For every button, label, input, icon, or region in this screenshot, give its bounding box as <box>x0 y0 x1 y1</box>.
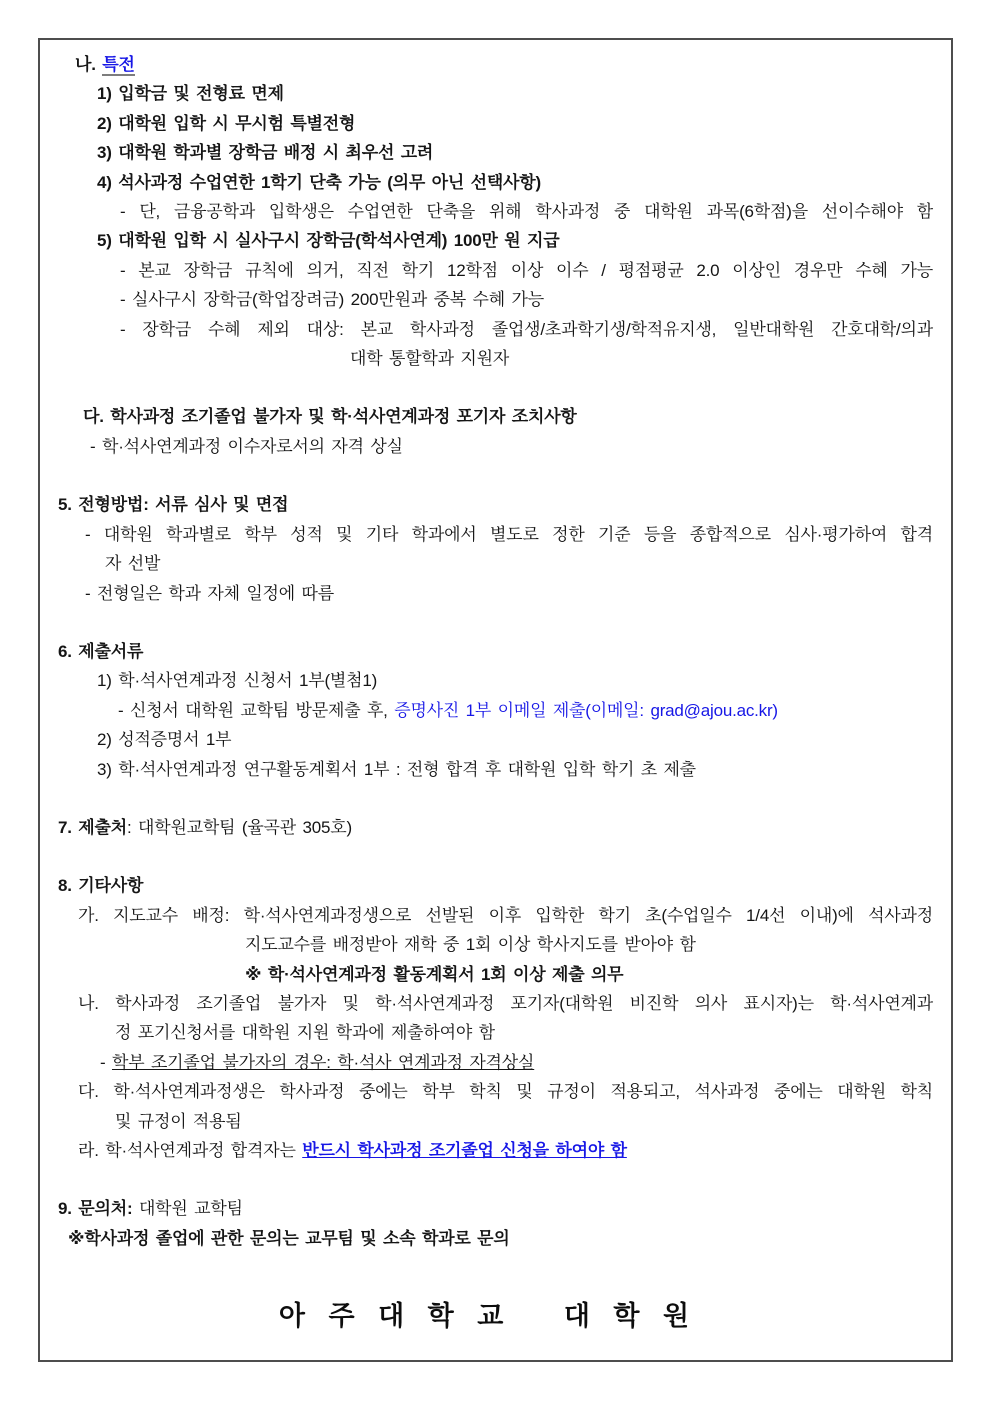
text-segment: 1) 학·석사연계과정 신청서 1부(별첨1) <box>97 671 378 691</box>
text-segment: - 학·석사연계과정 이수자로서의 자격 상실 <box>90 436 403 456</box>
section-9-note <box>40 1224 933 1253</box>
blank-line <box>40 1253 933 1299</box>
text-segment: 다. 학·석사연계과정생은 학사과정 중에는 학부 학칙 및 규정이 적용되고, 석사과정 중에는 대학원 학칙 <box>78 1082 933 1102</box>
text-segment: 6. 제출서류 <box>58 641 144 661</box>
text-segment: 학부 조기졸업 불가자의 경우: 학·석사 연계과정 자격상실 <box>111 1052 535 1072</box>
text-segment: 대학 통할학과 지원자 <box>350 349 510 369</box>
document-page <box>38 38 953 1362</box>
section-5-note-1-cont <box>40 549 933 578</box>
benefit-item-4-note <box>40 197 933 226</box>
benefit-item-4 <box>40 168 933 197</box>
text-segment: - 본교 장학금 규칙에 의거, 직전 학기 12학점 이상 이수 / 평점평균 2.0 이상인 경우만 수혜 가능 <box>120 260 933 280</box>
heading-da-measures <box>40 402 933 431</box>
text-segment: 2) 성적증명서 1부 <box>97 730 232 750</box>
section-5-note-1 <box>40 520 933 549</box>
early-graduation-link[interactable]: 반드시 학사과정 조기졸업 신청을 하여야 함 <box>302 1141 627 1160</box>
etc-da <box>40 1077 933 1106</box>
doc-item-2 <box>40 725 933 754</box>
benefit-item-5-note-2 <box>40 285 933 314</box>
section-7-heading <box>40 813 933 842</box>
text-segment: 5) 대학원 입학 시 실사구시 장학금(학석사연계) 100만 원 지급 <box>97 231 560 251</box>
etc-ra <box>40 1136 933 1165</box>
text-segment: 라. 학·석사연계과정 합격자는 <box>78 1141 303 1160</box>
text-segment: 나. 학사과정 조기졸업 불가자 및 학·석사연계과정 포기자(대학원 비진학 의사 표시자)는 학·석사연계과 <box>78 993 933 1013</box>
text-segment: 8. 기타사항 <box>58 876 144 896</box>
text-segment: 2) 대학원 입학 시 무시험 특별전형 <box>97 113 356 133</box>
text-segment: 4) 석사과정 수업연한 1학기 단축 가능 (의무 아닌 선택사항) <box>97 172 541 192</box>
blank-line <box>40 784 933 813</box>
section-6-heading <box>40 637 933 666</box>
text-segment: - 실사구시 장학금(학업장려금) 200만원과 중복 수혜 가능 <box>120 290 544 310</box>
etc-ga <box>40 901 933 930</box>
section-8-heading <box>40 871 933 900</box>
etc-na-note <box>40 1048 933 1077</box>
benefit-item-5-note-3 <box>40 315 933 344</box>
doc-item-1 <box>40 666 933 695</box>
text-segment: 아 주 대 학 교 대 학 원 <box>278 1301 695 1332</box>
text-segment: 지도교수를 배정받아 재학 중 1회 이상 학사지도를 받아야 함 <box>245 935 696 955</box>
doc-item-1-note <box>40 696 933 725</box>
text-segment: 3) 대학원 학과별 장학금 배정 시 최우선 고려 <box>97 143 434 163</box>
text-segment: ※학사과정 졸업에 관한 문의는 교무팀 및 소속 학과로 문의 <box>68 1228 510 1248</box>
blank-line <box>40 608 933 637</box>
blank-line <box>40 461 933 490</box>
text-segment: 자 선발 <box>105 554 161 574</box>
etc-na-cont <box>40 1018 933 1047</box>
text-segment: 9. 문의처: <box>58 1199 133 1219</box>
benefit-item-5-note-3-cont <box>40 344 933 373</box>
section-5-note-2 <box>40 579 933 608</box>
etc-ga-cont <box>40 930 933 959</box>
blank-line <box>40 373 933 402</box>
section-5-heading <box>40 490 933 519</box>
etc-na <box>40 989 933 1018</box>
blank-line <box>40 1165 933 1194</box>
benefit-item-2 <box>40 109 933 138</box>
section-9-heading <box>40 1194 933 1223</box>
text-segment: 5. 전형방법: 서류 심사 및 면접 <box>58 495 289 515</box>
email-text: 증명사진 1부 이메일 제출(이메일: grad@ajou.ac.kr) <box>394 700 778 720</box>
doc-item-3 <box>40 755 933 784</box>
teukjeon-link[interactable]: 특전 <box>102 55 135 74</box>
text-segment: - 장학금 수혜 제외 대상: 본교 학사과정 졸업생/초과학기생/학적유지생, 일반대학원 간호대학/의과 <box>120 319 933 339</box>
text-segment: ※ 학·석사연계과정 활동계획서 1회 이상 제출 의무 <box>245 964 624 984</box>
benefit-item-5 <box>40 226 933 255</box>
etc-da-cont <box>40 1107 933 1136</box>
text-segment: 1) 입학금 및 전형료 면제 <box>97 84 284 104</box>
text-segment: 가. 지도교수 배정: 학·석사연계과정생으로 선발된 이후 입학한 학기 초(수업일수 1/4선 이내)에 석사과정 <box>78 905 933 925</box>
heading-na-teukjeon <box>40 50 933 79</box>
text-segment: 대학원 교학팀 <box>132 1199 243 1219</box>
etc-ga-note <box>40 960 933 989</box>
da-note <box>40 432 933 461</box>
text-segment: - 전형일은 학과 자체 일정에 따름 <box>85 583 334 603</box>
text-segment: 다. 학사과정 조기졸업 불가자 및 학·석사연계과정 포기자 조치사항 <box>83 407 577 427</box>
benefit-item-5-note-1 <box>40 256 933 285</box>
text-segment: 3) 학·석사연계과정 연구활동계획서 1부 : 전형 합격 후 대학원 입학 학기 초 제출 <box>97 759 696 779</box>
text-segment: 7. 제출처 <box>58 817 127 837</box>
text-segment: - 신청서 대학원 교학팀 방문제출 후, <box>118 700 395 720</box>
document-body <box>40 40 951 1360</box>
text-segment: : 대학원교학팀 (율곡관 305호) <box>126 817 352 837</box>
text-segment: 및 규정이 적용됨 <box>115 1111 242 1131</box>
benefit-item-3 <box>40 138 933 167</box>
university-title <box>40 1299 933 1333</box>
text-segment: - 단, 금융공학과 입학생은 수업연한 단축을 위해 학사과정 중 대학원 과목(6학점)을 선이수해야 함 <box>120 202 933 222</box>
benefit-item-1 <box>40 79 933 108</box>
text-segment: 나. <box>75 55 103 74</box>
text-segment: - <box>100 1052 112 1072</box>
text-segment: - 대학원 학과별로 학부 성적 및 기타 학과에서 별도로 정한 기준 등을 종합적으로 심사·평가하여 합격 <box>85 524 934 544</box>
blank-line <box>40 842 933 871</box>
text-segment: 정 포기신청서를 대학원 지원 학과에 제출하여야 함 <box>115 1023 495 1043</box>
